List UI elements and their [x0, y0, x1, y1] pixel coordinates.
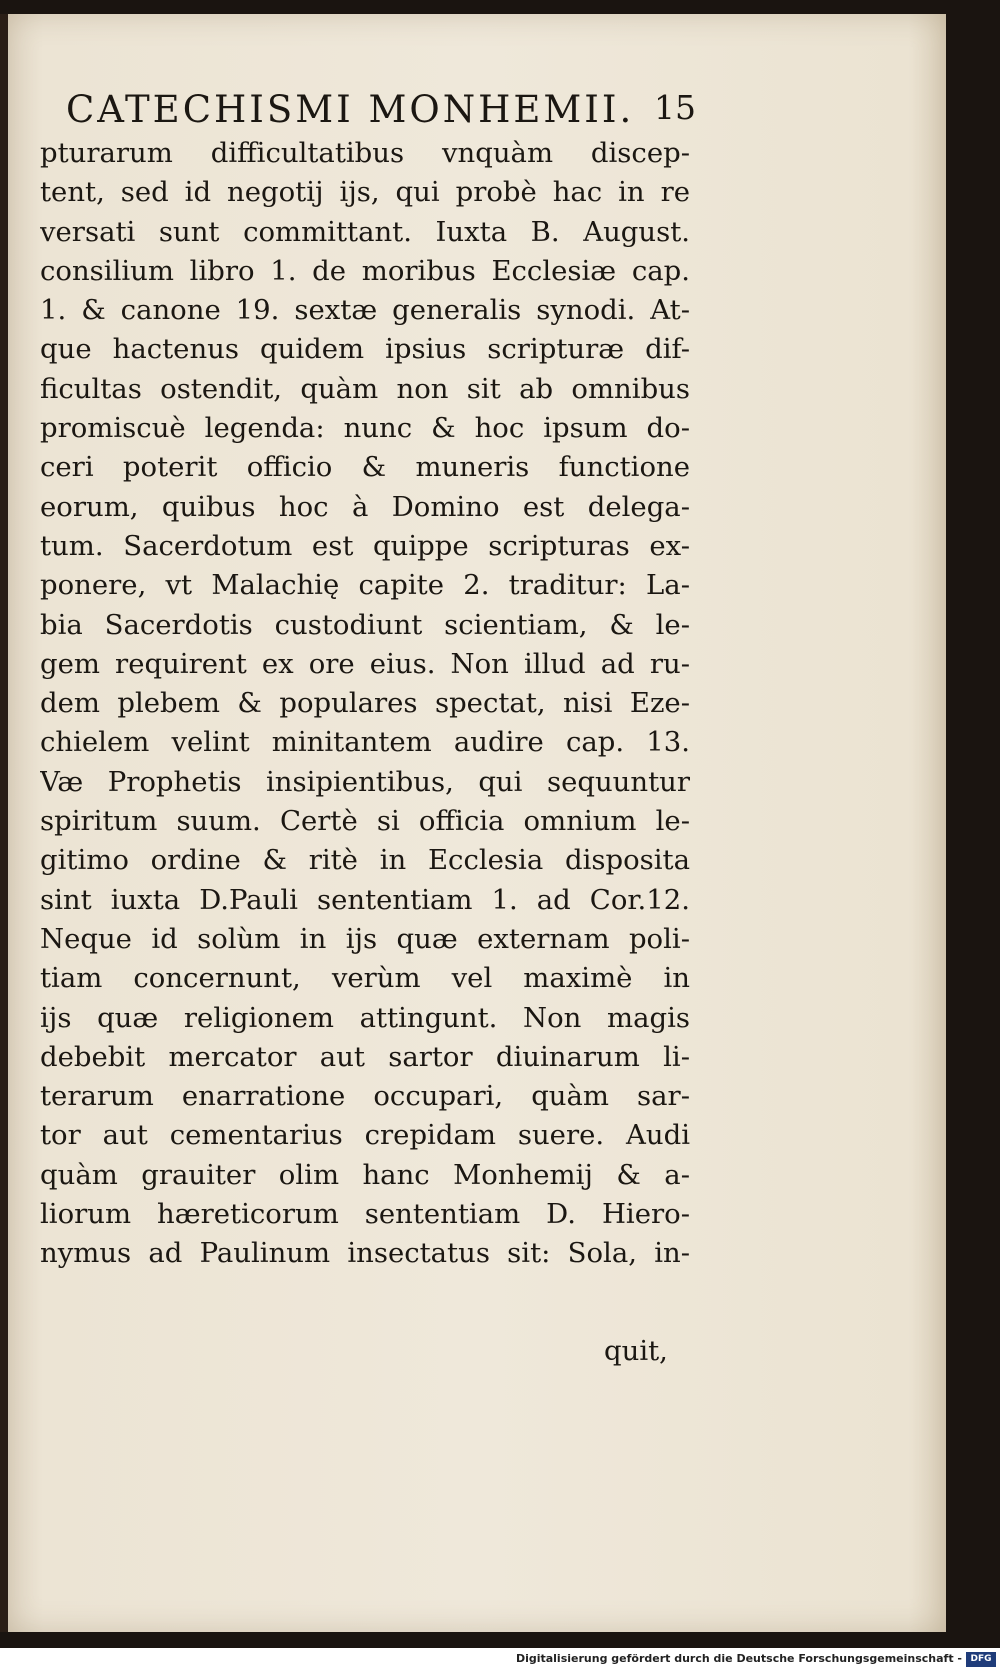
- footer-credit: Digitalisierung gefördert durch die Deutsche Forschungsgemeinschaft -: [515, 1652, 962, 1665]
- text-line: debebit mercator aut sartor diuinarum li-: [40, 1040, 690, 1073]
- text-line: dem plebem & populares spectat, nisi Eze-: [40, 687, 690, 720]
- text-line: nymus ad Paulinum insectatus sit: Sola, in-: [40, 1237, 690, 1270]
- running-head: CATECHISMI MONHEMII.: [66, 88, 635, 131]
- text-line: quàm grauiter olim hanc Monhemij & a-: [40, 1158, 690, 1191]
- text-line: spiritum suum. Certè si officia omnium le-: [40, 805, 690, 838]
- text-line: pturarum difficultatibus vnquàm discep-: [40, 137, 690, 169]
- text-line: terarum enarratione occupari, quàm sar-: [40, 1080, 690, 1113]
- body-text: [40, 134, 690, 1274]
- text-line: sint iuxta D.Pauli sententiam 1. ad Cor.12.: [40, 883, 690, 916]
- text-line: bia Sacerdotis custodiunt scientiam, & le-: [40, 608, 690, 641]
- text-line: promiscuè legenda: nunc & hoc ipsum do-: [40, 412, 690, 445]
- binding-edge: [0, 14, 8, 1632]
- text-line: chielem velint minitantem audire cap. 13.: [40, 726, 690, 759]
- text-line: gitimo ordine & ritè in Ecclesia disposita: [40, 844, 690, 877]
- digitization-footer: [0, 1648, 1000, 1671]
- text-line: ijs quæ religionem attingunt. Non magis: [40, 1001, 690, 1034]
- text-line: Væ Prophetis insipientibus, qui sequuntur: [40, 765, 690, 798]
- text-line: tor aut cementarius crepidam suere. Audi: [40, 1119, 690, 1152]
- text-line: tum. Sacerdotum est quippe scripturas ex-: [40, 529, 690, 562]
- text-line: ceri poterit officio & muneris functione: [40, 451, 690, 484]
- text-line: gem requirent ex ore eius. Non illud ad ru-: [40, 647, 690, 680]
- text-line: tent, sed id negotij ijs, qui probè hac in re: [40, 176, 690, 209]
- text-line: ponere, vt Malachię capite 2. traditur: La-: [40, 569, 690, 602]
- catchword: quit,: [604, 1335, 668, 1367]
- text-line: tiam concernunt, verùm vel maximè in: [40, 962, 690, 995]
- text-line: eorum, quibus hoc à Domino est delega-: [40, 490, 690, 523]
- page-header: [66, 78, 696, 136]
- text-line: que hactenus quidem ipsius scripturæ dif-: [40, 333, 690, 366]
- page-number: 15: [654, 88, 696, 127]
- dfg-logo-icon: DFG: [966, 1652, 996, 1667]
- text-line: versati sunt committant. Iuxta B. August.: [40, 215, 690, 248]
- text-line: consilium libro 1. de moribus Ecclesiæ cap.: [40, 254, 690, 287]
- text-line: Neque id solùm in ijs quæ externam poli-: [40, 922, 690, 955]
- text-line: 1. & canone 19. sextæ generalis synodi. At-: [40, 294, 690, 327]
- text-line: ficultas ostendit, quàm non sit ab omnibus: [40, 372, 690, 405]
- text-line: liorum hæreticorum sententiam D. Hiero-: [40, 1198, 690, 1231]
